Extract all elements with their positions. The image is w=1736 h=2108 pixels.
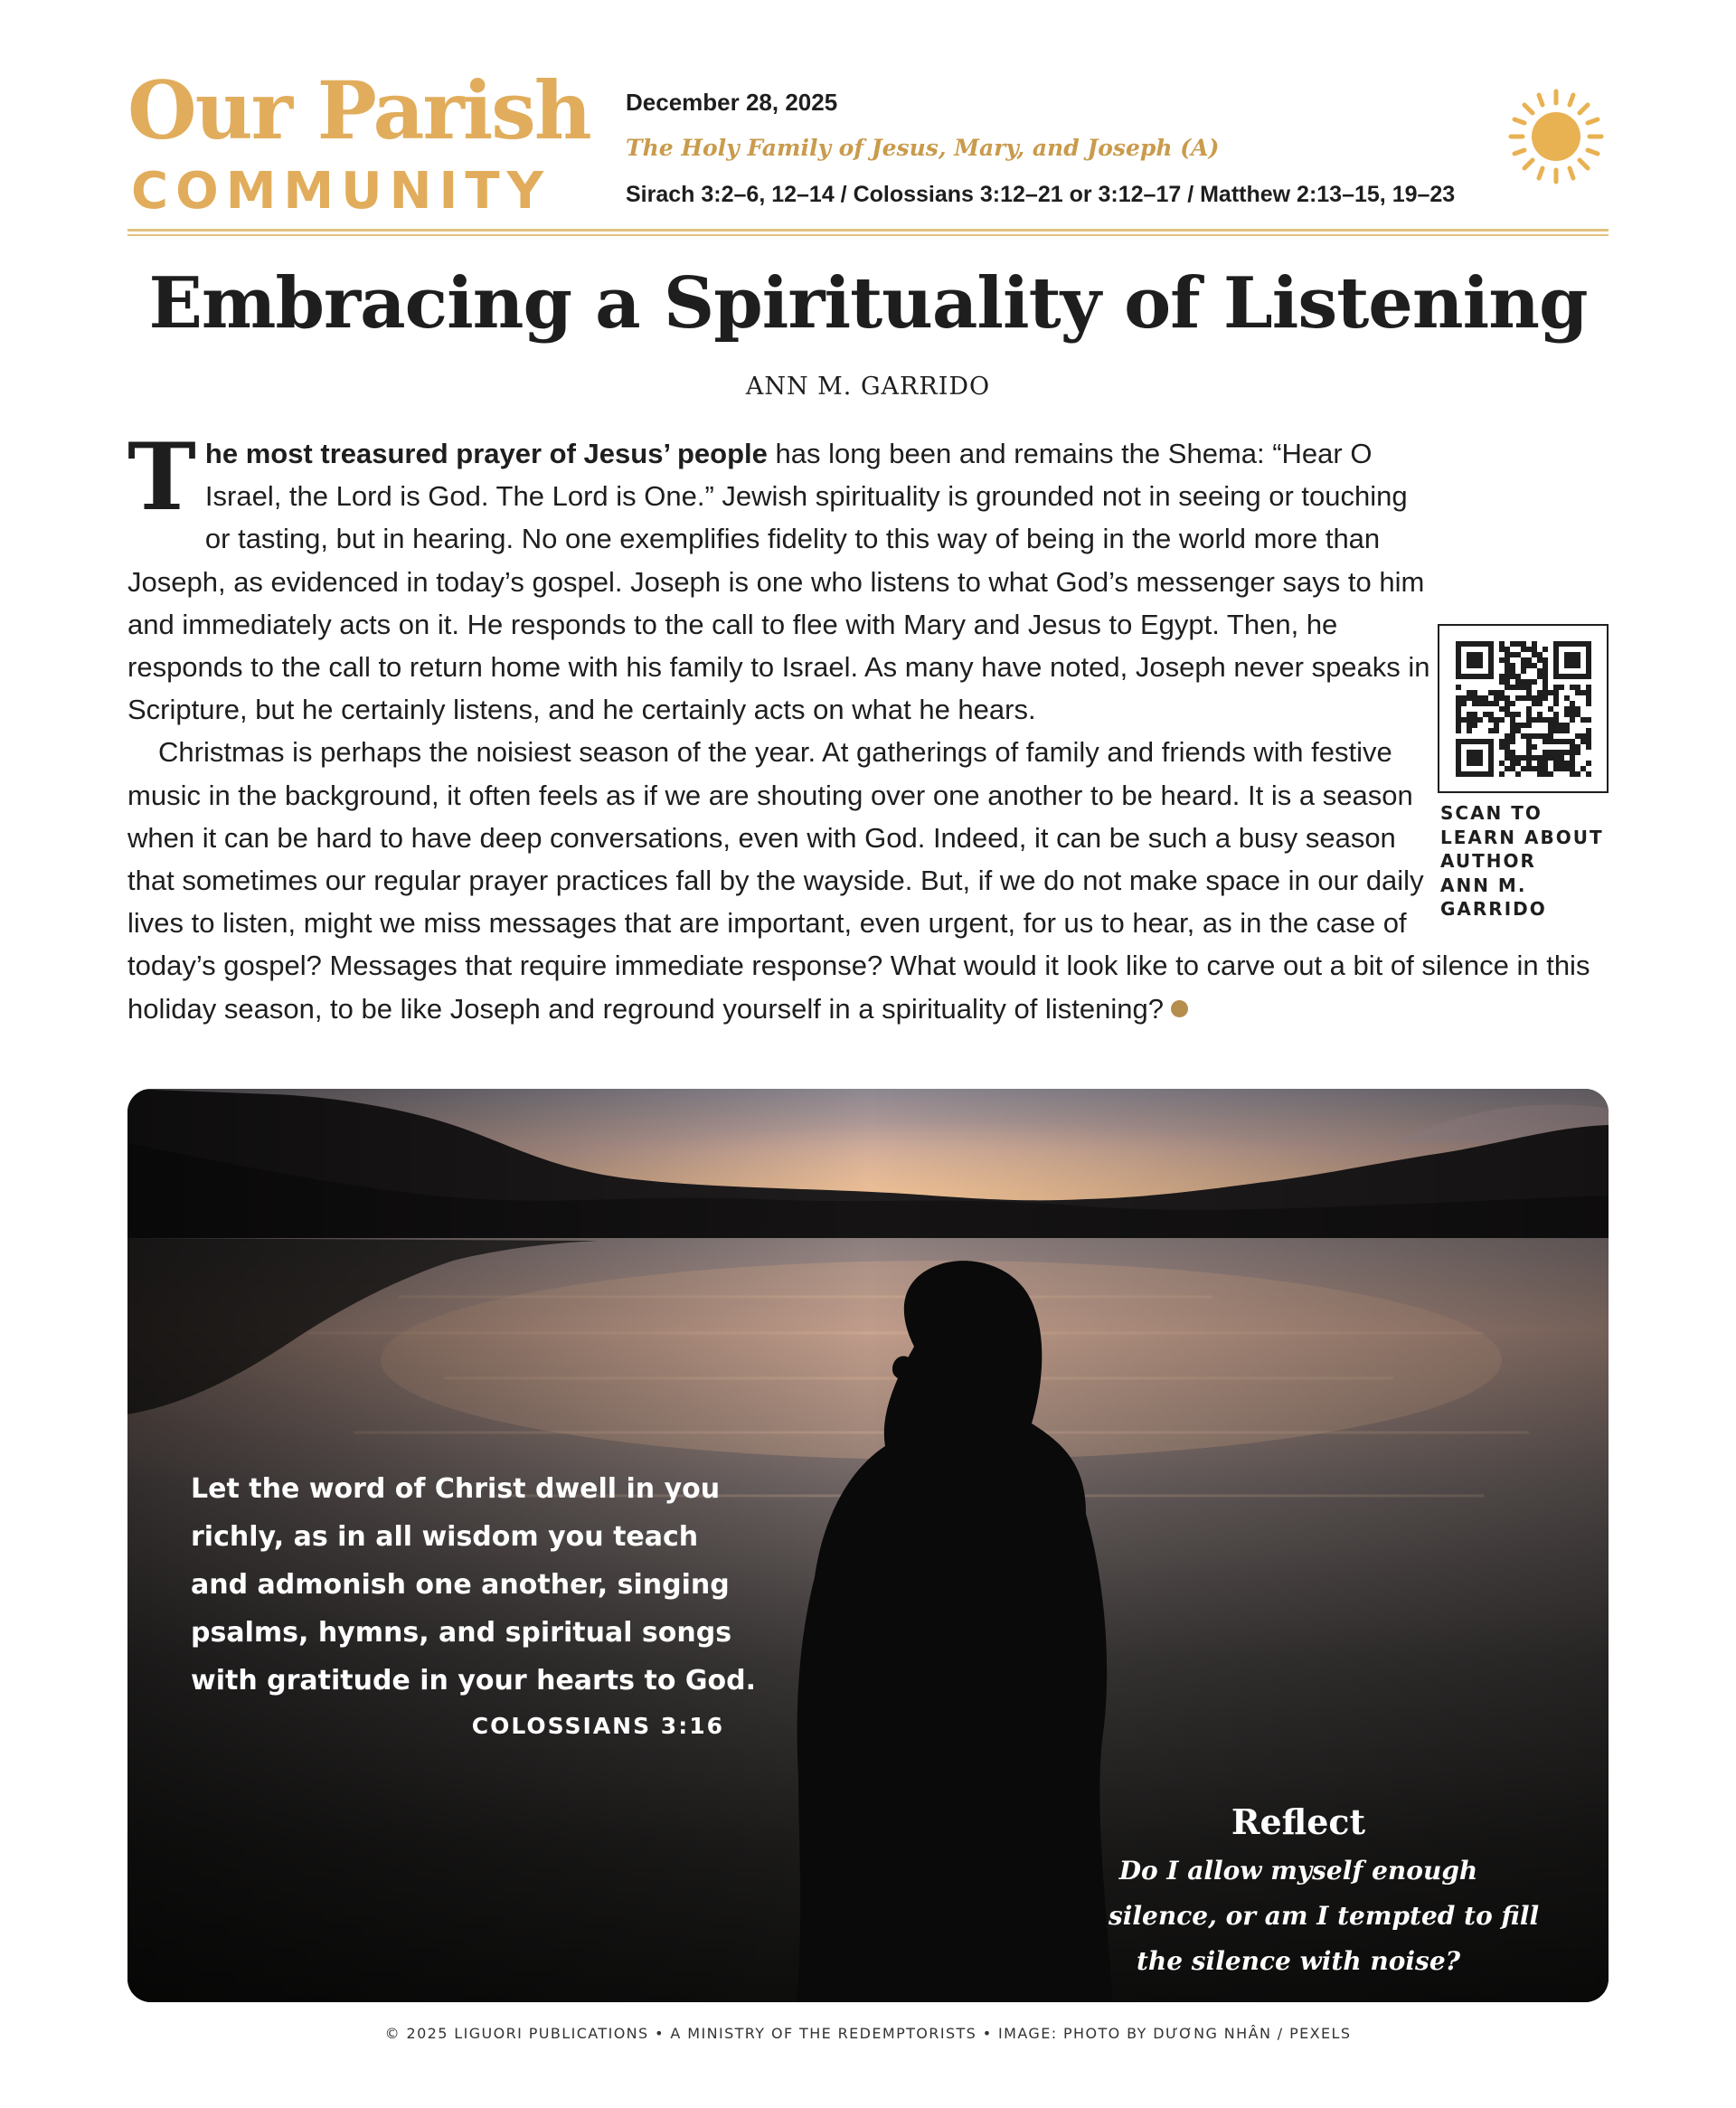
quote-line: richly, as in all wisdom you teach (191, 1521, 699, 1553)
masthead-title: Our Parish (127, 63, 590, 157)
readings-list: Sirach 3:2–6, 12–14 / Colossians 3:12–21 or 3:12–17 / Matthew 2:13–15, 19–23 (626, 182, 1456, 207)
qr-caption-line: GARRIDO (1440, 898, 1547, 920)
paragraph-2-text: Christmas is perhaps the noisiest season of the year. At gatherings of family and friends with festive music in the background, it often feels as if we are shouting over one another to be heard. It is a season when it can be hard to have deep conversations, even with God. Indeed, it can be such a busy season that sometimes our regular prayer practices fall by the wayside. But, if we do not make space in our daily lives to listen, might we miss messages that are important, even urgent, for us to hear, as in the case of today’s gospel? Messages that require immediate response? What would it look like to carve out a bit of silence in this holiday season, to be like Joseph and reground yourself in a spirituality of listening? (127, 736, 1590, 1025)
reflect-line: silence, or am I tempted to fill (1109, 1901, 1540, 1931)
qr-caption-line: ANN M. (1440, 874, 1527, 896)
article-author: ANN M. GARRIDO (745, 373, 991, 401)
masthead-subtitle: COMMUNITY (131, 162, 552, 221)
footer-credits: © 2025 LIGUORI PUBLICATIONS • A MINISTRY OF THE REDEMPTORISTS • IMAGE: PHOTO BY DƯƠNG NHÂN / PEXELS (384, 2025, 1352, 2042)
qr-code[interactable] (1438, 624, 1609, 793)
header-info (626, 87, 1530, 210)
article-paragraph-1 (127, 423, 1618, 731)
feature-photo (127, 1089, 1609, 2002)
end-mark-icon (1171, 1000, 1188, 1017)
article-paragraph-2 (127, 731, 1618, 1029)
masthead-logo (127, 63, 590, 224)
reflect-heading: Reflect (1231, 1801, 1366, 1842)
qr-caption-line: AUTHOR (1440, 850, 1536, 872)
quote-line: and admonish one another, singing (191, 1569, 730, 1601)
reflect-question (1109, 1848, 1540, 1984)
lead-in-text: he most treasured prayer of Jesus’ people (204, 438, 768, 469)
feast-name: The Holy Family of Jesus, Mary, and Joseph (A) (626, 135, 1220, 161)
header-rule (127, 229, 1609, 232)
qr-caption-line: SCAN TO (1440, 802, 1543, 824)
article-title: Embracing a Spirituality of Listening (148, 262, 1588, 345)
drop-cap: T (127, 423, 196, 532)
scripture-citation: COLOSSIANS 3:16 (471, 1713, 724, 1739)
reflect-line: Do I allow myself enough (1118, 1856, 1478, 1886)
article-body (127, 423, 1618, 1030)
qr-caption (1440, 801, 1621, 922)
scripture-quote (191, 1465, 842, 1705)
quote-line: with gratitude in your hearts to God. (191, 1665, 756, 1697)
paragraph-1-text: has long been and remains the Shema: “Hear O Israel, the Lord is God. The Lord is One.” Jewish spirituality is grounded not in seeing or touching or tasting, but in hearing. No one exemplifies fidelity to this way of being in the world more than Joseph, as evidenced in today’s gospel. Joseph is one who listens to what God’s messenger says to him and immediately acts on it. He responds to the call to flee with Mary and Jesus to Egypt. Then, he responds to the call to return home with his family to Israel. As many have noted, Joseph never speaks in Scripture, but he certainly listens, and he certainly acts on what he hears. (127, 438, 1430, 726)
quote-line: Let the word of Christ dwell in you (191, 1473, 721, 1505)
reflect-line: the silence with noise? (1136, 1946, 1461, 1976)
qr-code-icon (1456, 641, 1591, 777)
quote-line: psalms, hymns, and spiritual songs (191, 1617, 732, 1649)
header-rule-secondary (127, 234, 1609, 236)
sun-icon (1506, 87, 1606, 186)
qr-caption-line: LEARN ABOUT (1440, 826, 1604, 848)
bulletin-date: December 28, 2025 (626, 89, 838, 116)
